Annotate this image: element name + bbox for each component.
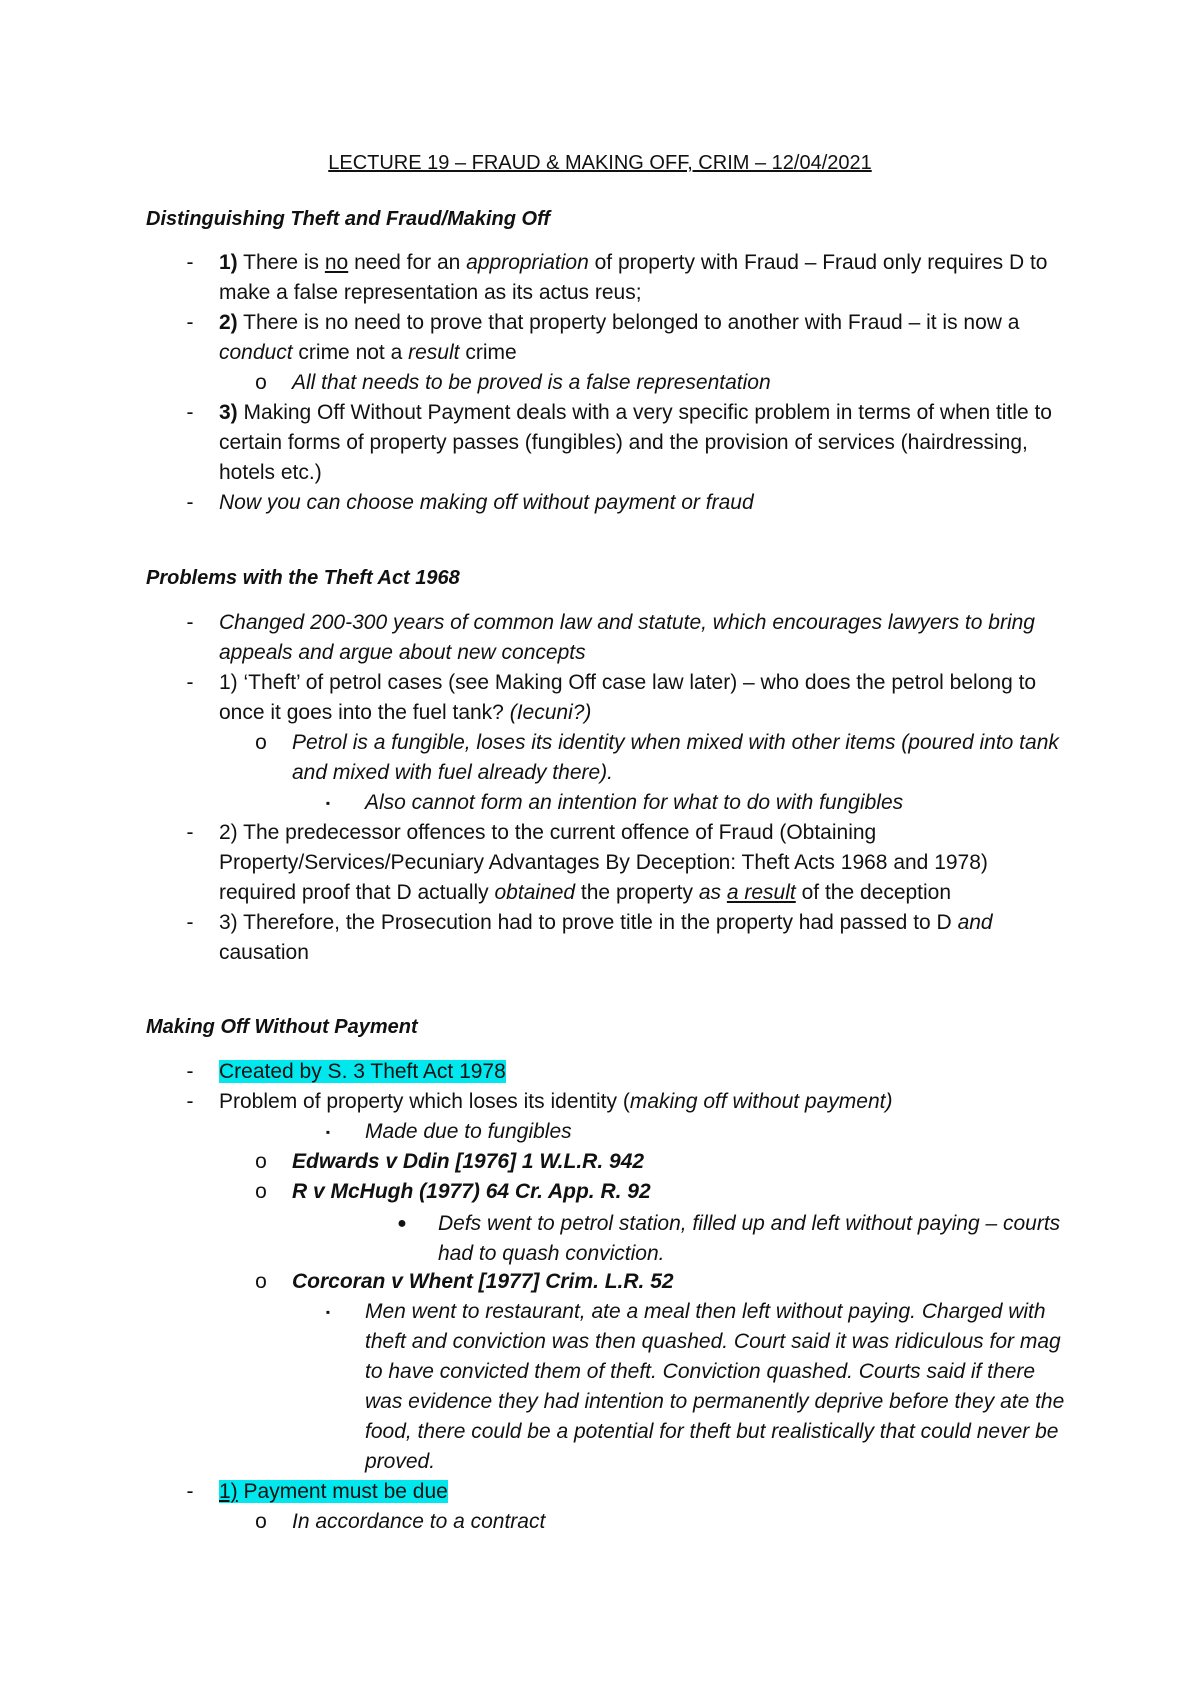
circle-bullet: o [255, 1510, 267, 1533]
dash-bullet: - [186, 671, 194, 694]
item-text: 2) The predecessor offences to the current offence of Fraud (Obtaining Property/Services/Pecuniary Advantages By Deception: Theft Acts 1968 and 1978) required proof that D actually obtained the property as a result of the deception [219, 821, 988, 904]
case-citation: Edwards v Ddin [1976] 1 W.L.R. 942 [292, 1150, 645, 1173]
item-text: 3) Making Off Without Payment deals with a very specific problem in terms of when title to certain forms of property passes (fungibles) and the provision of services (hairdressing, hotels etc.) [219, 401, 1052, 484]
item-text: Also cannot form an intention for what to do with fungibles [365, 791, 904, 814]
item-text: Problem of property which loses its identity (making off without payment) [219, 1090, 893, 1113]
circle-bullet: o [255, 371, 267, 394]
square-bullet: ▪ [325, 1305, 331, 1319]
section-heading-making-off: Making Off Without Payment [146, 1016, 418, 1038]
item-text: Men went to restaurant, ate a meal then left without paying. Charged with theft and conviction was then quashed. Court said it was ridiculous for mag to have convicted them of theft. Conviction quashed. Courts said if there was evidence they had intention to permanently deprive before they ate the food, there could be a potential for theft but realistically that could never be proved. [365, 1300, 1065, 1473]
dash-bullet: - [186, 311, 194, 334]
item-text: Made due to fungibles [365, 1120, 572, 1143]
item-text: 1) There is no need for an appropriation of property with Fraud – Fraud only requires D to make a false representation as its actus reus; [219, 251, 1048, 304]
highlighted-text: Created by S. 3 Theft Act 1978 [219, 1060, 506, 1083]
circle-bullet: o [255, 1180, 267, 1203]
section-heading-problems: Problems with the Theft Act 1968 [146, 567, 460, 589]
item-text: Defs went to petrol station, filled up and left without paying – courts had to quash conviction. [438, 1212, 1061, 1265]
square-bullet: ▪ [325, 1125, 331, 1139]
item-text: Petrol is a fungible, loses its identity when mixed with other items (poured into tank and mixed with fuel already there). [292, 731, 1059, 784]
item-text: All that needs to be proved is a false representation [292, 371, 771, 394]
item-text: 2) There is no need to prove that property belonged to another with Fraud – it is now a conduct crime not a result crime [219, 311, 1020, 364]
item-text: In accordance to a contract [292, 1510, 546, 1533]
item-text: Now you can choose making off without payment or fraud [219, 491, 754, 514]
item-text: 1) ‘Theft’ of petrol cases (see Making Off case law later) – who does the petrol belong to once it goes into the fuel tank? (Iecuni?) [219, 671, 1037, 724]
item-text: Changed 200-300 years of common law and statute, which encourages lawyers to bring appeals and argue about new concepts [219, 611, 1035, 664]
section-heading-distinguishing: Distinguishing Theft and Fraud/Making Off [146, 208, 551, 230]
dash-bullet: - [186, 1480, 194, 1503]
dash-bullet: - [186, 491, 194, 514]
case-citation: R v McHugh (1977) 64 Cr. App. R. 92 [292, 1180, 651, 1203]
dash-bullet: - [186, 821, 194, 844]
item-text [219, 1477, 1069, 1507]
square-bullet: ▪ [325, 796, 331, 810]
circle-bullet: o [255, 731, 267, 754]
highlighted-text: 1) Payment must be due [219, 1480, 448, 1503]
dash-bullet: - [186, 611, 194, 634]
dash-bullet: - [186, 1060, 194, 1083]
dash-bullet: - [186, 1090, 194, 1113]
dot-bullet: ● [397, 1215, 407, 1232]
dash-bullet: - [186, 401, 194, 424]
case-citation: Corcoran v Whent [1977] Crim. L.R. 52 [292, 1270, 674, 1293]
dash-bullet: - [186, 911, 194, 934]
circle-bullet: o [255, 1150, 267, 1173]
circle-bullet: o [255, 1270, 267, 1293]
item-text [219, 1057, 1069, 1087]
item-text: 3) Therefore, the Prosecution had to prove title in the property had passed to D and causation [219, 911, 993, 964]
page-title: LECTURE 19 – FRAUD & MAKING OFF, CRIM – 12/04/2021 [328, 152, 872, 174]
dash-bullet: - [186, 251, 194, 274]
